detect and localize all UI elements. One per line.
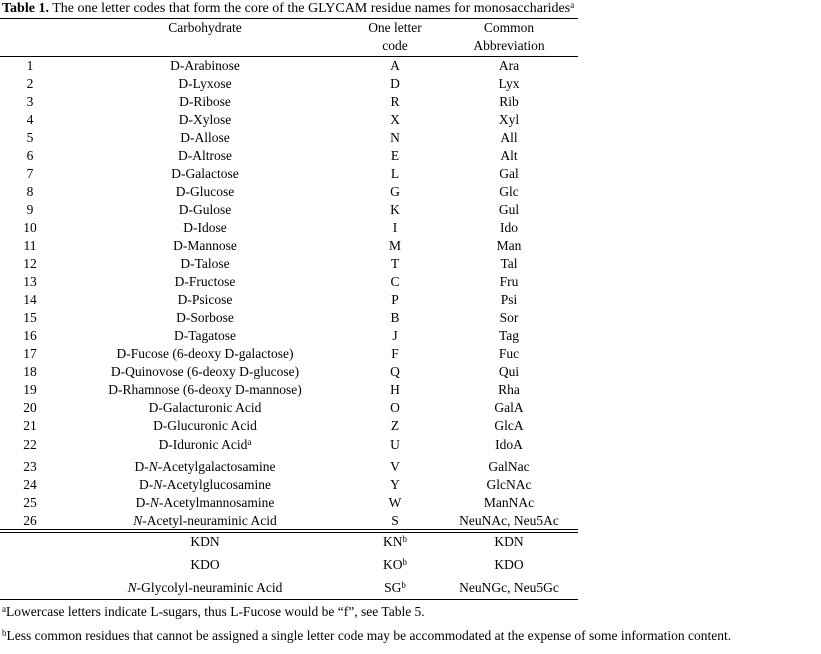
table-row <box>0 75 578 93</box>
name-text: D-Ribose <box>179 94 231 109</box>
name-footnote-mark: a <box>247 437 252 447</box>
row-number: 1 <box>26 58 34 73</box>
carbohydrate-name <box>60 436 350 454</box>
table-row <box>0 327 578 345</box>
header-carbohydrate: Carbohydrate <box>168 20 242 35</box>
name-text: -Acetylgalactosamine <box>157 459 276 474</box>
carbohydrate-name <box>60 327 350 345</box>
one-letter-code: K <box>390 202 400 217</box>
one-letter-code: D <box>390 76 400 91</box>
carbohydrate-name <box>60 111 350 129</box>
table-row <box>0 219 578 237</box>
row-number: 13 <box>23 274 37 289</box>
code-text: KO <box>383 557 403 572</box>
one-letter-code: V <box>390 459 400 474</box>
common-abbreviation: Gul <box>498 202 520 217</box>
table-row <box>0 165 578 183</box>
common-abbreviation: GalNac <box>488 459 530 474</box>
name-text: -Acetylglucosamine <box>162 477 271 492</box>
table-row <box>0 476 578 494</box>
name-text: D-Fucose (6-deoxy D-galactose) <box>116 346 294 361</box>
header-abbr-line1: Common <box>483 20 535 35</box>
row-number: 20 <box>23 400 37 415</box>
footnote-a <box>2 604 425 620</box>
row-number: 25 <box>23 495 37 510</box>
row-number: 16 <box>23 328 37 343</box>
name-text: D-Arabinose <box>170 58 240 73</box>
table-row <box>0 363 578 381</box>
table-row <box>0 345 578 363</box>
common-abbreviation: GlcNAc <box>486 477 532 492</box>
one-letter-code: Q <box>390 364 400 379</box>
carbohydrate-name <box>60 129 350 147</box>
row-number: 26 <box>23 513 37 528</box>
table-row <box>0 533 578 551</box>
row-number: 2 <box>26 76 34 91</box>
footnote-b <box>2 628 731 644</box>
carbohydrate-name <box>60 273 350 291</box>
row-number: 21 <box>23 418 37 433</box>
carbohydrate-name <box>60 255 350 273</box>
code-text: SG <box>384 580 402 595</box>
common-abbreviation: Tal <box>500 256 518 271</box>
name-text: D-Fructose <box>174 274 236 289</box>
name-text: KDO <box>190 557 220 572</box>
name-prefix: D- <box>134 459 149 474</box>
table-row <box>0 147 578 165</box>
row-number: 4 <box>26 112 34 127</box>
name-italic: N <box>149 495 159 510</box>
table-row <box>0 201 578 219</box>
carbohydrate-name <box>60 237 350 255</box>
carbohydrate-name <box>60 579 350 597</box>
name-text: D-Lyxose <box>178 76 232 91</box>
common-abbreviation: Rib <box>499 94 519 109</box>
common-abbreviation: Man <box>496 238 522 253</box>
common-abbreviation: Qui <box>498 364 520 379</box>
footnote-b-mark: b <box>2 628 7 638</box>
carbohydrate-name <box>60 494 350 512</box>
name-text: D-Glucuronic Acid <box>153 418 257 433</box>
table-row <box>0 417 578 435</box>
common-abbreviation: Xyl <box>498 112 520 127</box>
name-text: D-Iduronic Acid <box>158 437 248 452</box>
footnote-a-mark: a <box>2 604 6 614</box>
one-letter-code: C <box>390 274 400 289</box>
residue-code <box>350 579 440 597</box>
common-abbreviation: ManNAc <box>483 495 535 510</box>
name-text: D-Xylose <box>178 112 232 127</box>
one-letter-code: A <box>390 58 400 73</box>
table-row <box>0 309 578 327</box>
common-abbreviation: NeuNGc, Neu5Gc <box>459 580 559 595</box>
one-letter-code: M <box>388 238 401 253</box>
bottom-rule <box>0 599 578 600</box>
name-italic: N <box>127 580 137 595</box>
name-text: KDN <box>190 534 220 549</box>
name-text: D-Idose <box>183 220 227 235</box>
one-letter-code: L <box>390 166 400 181</box>
row-number: 17 <box>23 346 37 361</box>
footnote-a-text2: -sugars, thus <box>158 604 231 619</box>
table-row <box>0 93 578 111</box>
row-number: 7 <box>26 166 34 181</box>
table-row <box>0 512 578 530</box>
common-abbreviation: All <box>500 130 518 145</box>
row-number: 19 <box>23 382 37 397</box>
row-number: 15 <box>23 310 37 325</box>
name-prefix: D- <box>135 495 150 510</box>
carbohydrate-name <box>60 345 350 363</box>
section-rule-1 <box>0 529 578 530</box>
table-row <box>0 579 578 597</box>
one-letter-code: Y <box>390 477 400 492</box>
code-footnote-mark: b <box>402 557 407 567</box>
header-abbr-line2: Abbreviation <box>473 38 545 53</box>
name-text: D-Rhamnose (6-deoxy D-mannose) <box>108 382 302 397</box>
row-number: 5 <box>26 130 34 145</box>
header-code <box>350 19 440 55</box>
one-letter-code: H <box>390 382 400 397</box>
name-text: -Acetyl-neuraminic Acid <box>142 513 277 528</box>
common-abbreviation: GalA <box>494 400 524 415</box>
one-letter-code: B <box>390 310 400 325</box>
name-text: D-Gulose <box>178 202 232 217</box>
common-abbreviation: Psi <box>500 292 518 307</box>
name-prefix: D- <box>139 477 154 492</box>
one-letter-code: T <box>390 256 400 271</box>
one-letter-code: W <box>388 495 402 510</box>
name-text: D-Quinovose (6-deoxy D-glucose) <box>110 364 300 379</box>
name-text: D-Mannose <box>173 238 237 253</box>
row-number: 10 <box>23 220 37 235</box>
one-letter-code: I <box>392 220 398 235</box>
row-number: 8 <box>26 184 34 199</box>
name-text: D-Glucose <box>175 184 235 199</box>
one-letter-code: P <box>391 292 399 307</box>
name-italic: N <box>153 477 163 492</box>
common-abbreviation: Fuc <box>498 346 520 361</box>
table-caption-text: The one letter codes that form the core of the GLYCAM residue names for monosaccharides <box>48 1 571 16</box>
carbohydrate-name <box>60 183 350 201</box>
table-row <box>0 381 578 399</box>
name-text: D-Galactose <box>171 166 239 181</box>
table-row <box>0 129 578 147</box>
name-text: D-Tagatose <box>173 328 237 343</box>
one-letter-code: O <box>390 400 400 415</box>
name-text: -Glycolyl-neuraminic Acid <box>136 580 283 595</box>
carbohydrate-name <box>60 476 350 494</box>
one-letter-code: G <box>390 184 400 199</box>
one-letter-code: E <box>390 148 400 163</box>
residue-code <box>350 533 440 551</box>
one-letter-code: R <box>390 94 400 109</box>
footnote-a-sc1: L <box>150 604 159 619</box>
name-text: D-Talose <box>180 256 230 271</box>
table-row <box>0 255 578 273</box>
carbohydrate-name <box>60 399 350 417</box>
common-abbreviation: Rha <box>498 382 520 397</box>
row-number: 9 <box>26 202 34 217</box>
name-text: D-Sorbose <box>176 310 234 325</box>
header-code-line1: One letter <box>368 20 422 35</box>
row-number: 18 <box>23 364 37 379</box>
row-number: 22 <box>23 437 37 452</box>
common-abbreviation: IdoA <box>495 437 523 452</box>
carbohydrate-name <box>60 533 350 551</box>
row-number: 24 <box>23 477 37 492</box>
table-row <box>0 556 578 574</box>
name-text: D-Altrose <box>178 148 232 163</box>
table-row <box>0 111 578 129</box>
carbohydrate-name <box>60 57 350 75</box>
name-text: D-Psicose <box>177 292 233 307</box>
table-label: Table 1. <box>2 1 49 16</box>
one-letter-code: F <box>391 346 399 361</box>
carbohydrate-name <box>60 291 350 309</box>
carbohydrate-name <box>60 219 350 237</box>
carbohydrate-name <box>60 165 350 183</box>
one-letter-code: S <box>391 513 399 528</box>
carbohydrate-name <box>60 512 350 530</box>
table-row <box>0 57 578 75</box>
header-abbreviation <box>440 19 578 55</box>
code-footnote-mark: b <box>402 534 407 544</box>
header-code-line2: code <box>382 38 408 53</box>
carbohydrate-name <box>60 75 350 93</box>
name-italic: N <box>133 513 143 528</box>
table-row <box>0 273 578 291</box>
row-number: 14 <box>23 292 37 307</box>
table-row <box>0 291 578 309</box>
one-letter-code: N <box>390 130 400 145</box>
name-italic: N <box>148 459 158 474</box>
row-number: 11 <box>23 238 37 253</box>
table-caption <box>2 1 817 17</box>
common-abbreviation: Ara <box>498 58 520 73</box>
row-number: 3 <box>26 94 34 109</box>
common-abbreviation: Gal <box>499 166 519 181</box>
row-number: 12 <box>23 256 37 271</box>
common-abbreviation: Fru <box>499 274 519 289</box>
common-abbreviation: Ido <box>500 220 518 235</box>
table-row <box>0 237 578 255</box>
one-letter-code: X <box>390 112 400 127</box>
one-letter-code: Z <box>390 418 400 433</box>
carbohydrate-name <box>60 309 350 327</box>
common-abbreviation: NeuNAc, Neu5Ac <box>459 513 559 528</box>
common-abbreviation: KDO <box>494 557 524 572</box>
carbohydrate-name <box>60 381 350 399</box>
carbohydrate-name <box>60 93 350 111</box>
row-number: 23 <box>23 459 37 474</box>
table-row <box>0 458 578 476</box>
common-abbreviation: Lyx <box>498 76 520 91</box>
table-row <box>0 183 578 201</box>
residue-code <box>350 556 440 574</box>
footnote-b-text: Less common residues that cannot be assigned a single letter code may be accommodated at the expense of some information content. <box>6 628 732 643</box>
name-text: -Acetylmannosamine <box>158 495 275 510</box>
footnote-a-sc2: L <box>230 604 239 619</box>
footnote-a-text1: Lowercase letters indicate <box>6 604 151 619</box>
common-abbreviation: Sor <box>499 310 519 325</box>
table-row <box>0 436 578 454</box>
code-text: KN <box>383 534 403 549</box>
one-letter-code: U <box>390 437 400 452</box>
caption-footnote-mark: a <box>570 0 575 10</box>
row-number: 6 <box>26 148 34 163</box>
common-abbreviation: Tag <box>498 328 520 343</box>
name-text: D-Galacturonic Acid <box>148 400 262 415</box>
code-footnote-mark: b <box>401 580 406 590</box>
common-abbreviation: GlcA <box>494 418 524 433</box>
common-abbreviation: Glc <box>499 184 519 199</box>
carbohydrate-name <box>60 147 350 165</box>
table-row <box>0 494 578 512</box>
name-text: D-Allose <box>180 130 230 145</box>
common-abbreviation: Alt <box>500 148 518 163</box>
carbohydrate-name <box>60 417 350 435</box>
one-letter-code: J <box>392 328 398 343</box>
carbohydrate-name <box>60 201 350 219</box>
carbohydrate-name <box>60 363 350 381</box>
table-row <box>0 399 578 417</box>
common-abbreviation: KDN <box>494 534 524 549</box>
carbohydrate-name <box>60 458 350 476</box>
carbohydrate-name <box>60 556 350 574</box>
footnote-a-text3: -Fucose would be “f”, see Table 5. <box>238 604 425 619</box>
